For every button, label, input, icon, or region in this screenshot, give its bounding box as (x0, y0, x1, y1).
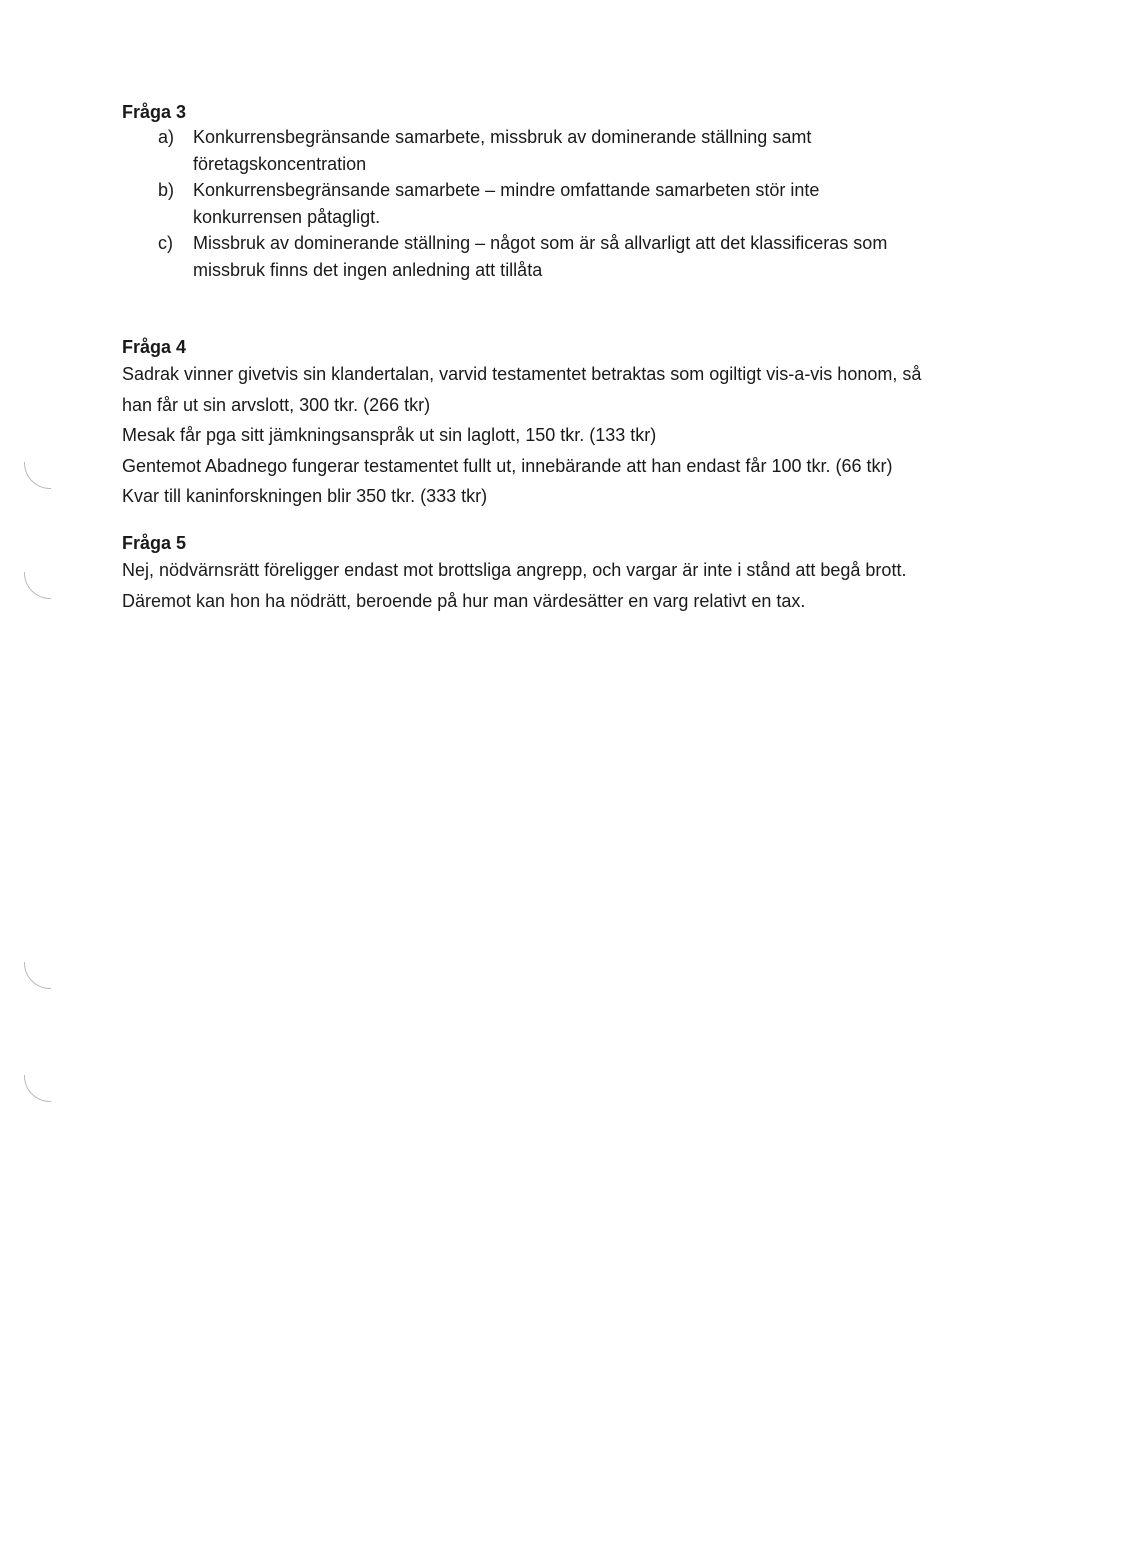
punch-hole-mark (24, 1075, 51, 1102)
list-marker: a) (158, 127, 175, 147)
answer-line: Kvar till kaninforskningen blir 350 tkr. (333 tkr) (122, 486, 488, 506)
question-5-heading: Fråga 5 (122, 533, 187, 553)
list-item-line: Missbruk av dominerande ställning – något som är så allvarligt att det klassificeras som (193, 233, 888, 253)
list-marker: b) (158, 180, 175, 200)
answer-line: han får ut sin arvslott, 300 tkr. (266 tkr) (122, 394, 431, 415)
question-3-list (122, 124, 1012, 283)
list-marker: c) (158, 233, 173, 253)
question-4-section (122, 335, 1012, 512)
punch-hole-mark (24, 962, 51, 989)
list-item (122, 177, 1012, 230)
punch-hole-mark (24, 572, 51, 599)
answer-line: Däremot kan hon ha nödrätt, beroende på hur man värdesätter en varg relativt en tax. (122, 590, 806, 611)
list-item (122, 230, 1012, 283)
question-5-section (122, 531, 1012, 616)
answer-line: Gentemot Abadnego fungerar testamentet fullt ut, innebärande att han endast får 100 tkr. (66 tkr) (122, 455, 893, 476)
list-item-line: företagskoncentration (193, 153, 367, 174)
question-4-heading: Fråga 4 (122, 337, 187, 357)
list-item-line: konkurrensen påtagligt. (193, 206, 381, 227)
list-item-line: missbruk finns det ingen anledning att tillåta (193, 259, 543, 280)
answer-line: Sadrak vinner givetvis sin klandertalan, varvid testamentet betraktas som ogiltigt vis-a-vis honom, så (122, 364, 922, 384)
answer-line: Mesak får pga sitt jämkningsanspråk ut sin laglott, 150 tkr. (133 tkr) (122, 425, 657, 445)
punch-hole-mark (24, 462, 51, 489)
list-item-line: Konkurrensbegränsande samarbete – mindre omfattande samarbeten stör inte (193, 180, 820, 200)
list-item (122, 124, 1012, 177)
list-item-line: Konkurrensbegränsande samarbete, missbruk av dominerande ställning samt (193, 127, 812, 147)
question-3-section (122, 100, 1012, 283)
question-3-heading: Fråga 3 (122, 102, 187, 122)
answer-line: Nej, nödvärnsrätt föreligger endast mot brottsliga angrepp, och vargar är inte i stånd att begå brott. (122, 560, 907, 580)
